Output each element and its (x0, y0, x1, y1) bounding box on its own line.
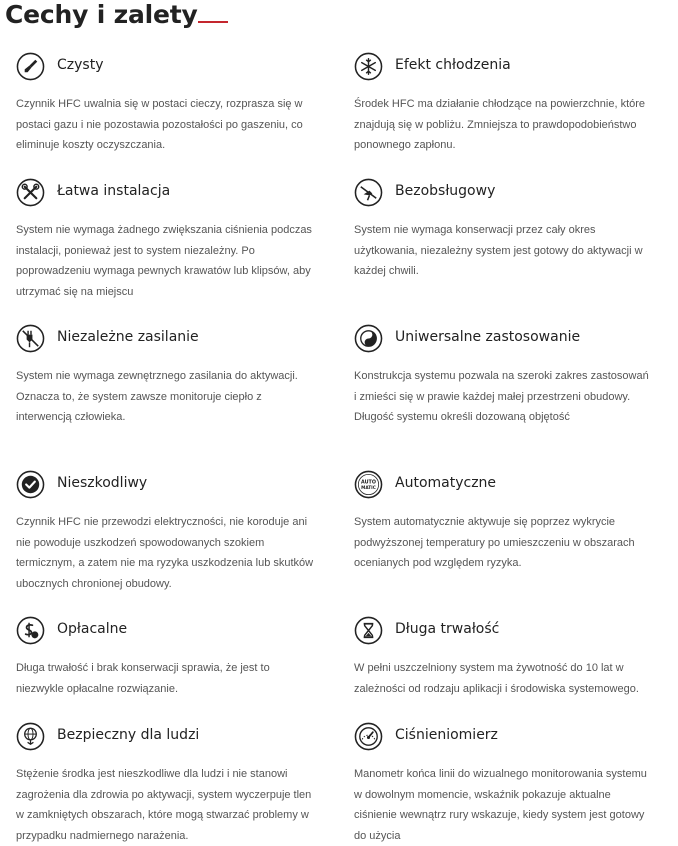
feature-description: Czynnik HFC uwalnia się w postaci cieczy, rozprasza się w postaci gazu i nie pozostawia pozostałości po gaszeniu, co eliminuje koszty oczyszczania. (16, 98, 303, 151)
snowflake-icon (354, 52, 383, 81)
feature-pressure-gauge (354, 722, 664, 846)
feature-universal-use (354, 324, 664, 428)
pressure-gauge-icon (354, 722, 383, 751)
feature-long-life (354, 616, 664, 699)
no-plug-icon (16, 324, 45, 353)
feature-cost-effective (16, 616, 326, 699)
feature-description: W pełni uszczelniony system ma żywotność do 10 lat w zależności od rodzaju aplikacji i środowiska systemowego. (354, 662, 639, 695)
feature-clean (16, 52, 326, 156)
feature-description: System automatycznie aktywuje się poprzez wykrycie podwyższonej temperatury po umieszczeniu w obszarach ocenianych pod względem ryzyka. (354, 516, 635, 569)
feature-title: Ciśnieniomierz (395, 727, 498, 743)
brush-icon (16, 52, 45, 81)
feature-description: Środek HFC ma działanie chłodzące na powierzchnie, które znajdują się w pobliżu. Zmniejsza to prawdopodobieństwo ponownego zapłonu. (354, 98, 646, 151)
feature-title: Efekt chłodzenia (395, 57, 511, 73)
feature-title: Długa trwałość (395, 621, 500, 637)
feature-title: Opłacalne (57, 621, 128, 637)
feature-title: Bezpieczny dla ludzi (57, 727, 200, 743)
feature-harmless (16, 470, 326, 594)
hourglass-icon (354, 616, 383, 645)
section-title: Cechy i zalety (5, 0, 198, 29)
feature-title: Łatwa instalacja (57, 183, 171, 199)
svg-text:AUTO: AUTO (361, 480, 376, 486)
feature-description: Długa trwałość i brak konserwacji sprawia, że jest to niezwykle opłacalne rozwiązanie. (16, 662, 270, 695)
feature-title: Czysty (57, 57, 104, 73)
money-icon (16, 616, 45, 645)
feature-title: Nieszkodliwy (57, 475, 148, 491)
title-underline (198, 21, 228, 23)
feature-cooling (354, 52, 664, 156)
yin-yang-icon (354, 324, 383, 353)
feature-title: Automatyczne (395, 475, 497, 491)
feature-automatic (354, 470, 664, 574)
svg-text:MATIC: MATIC (361, 485, 376, 491)
feature-description: System nie wymaga zewnętrznego zasilania do aktywacji. Oznacza to, że system zawsze monitoruje ciepło z interwencją człowieka. (16, 370, 298, 423)
feature-title: Bezobsługowy (395, 183, 496, 199)
feature-description: System nie wymaga żadnego zwiększania ciśnienia podczas instalacji, ponieważ jest to system niezależny. Po poprowadzeniu wymaga pewnych krawatów lub klipsów, aby utrzymać się na miejscu (16, 224, 312, 298)
feature-title: Niezależne zasilanie (57, 329, 199, 345)
feature-safe-for-people (16, 722, 326, 846)
automatic-icon (354, 470, 383, 499)
feature-maintenance-free (354, 178, 664, 282)
feature-title: Uniwersalne zastosowanie (395, 329, 581, 345)
feature-description: Manometr końca linii do wizualnego monitorowania systemu w dowolnym momencie, wskaźnik pokazuje aktualne ciśnienie wewnątrz rury wskazuje, kiedy system jest gotowy do użycia (354, 768, 647, 842)
tools-icon (16, 178, 45, 207)
globe-person-icon (16, 722, 45, 751)
feature-description: Konstrukcja systemu pozwala na szeroki zakres zastosowań i zmieści się w prawie każdej małej przestrzeni obudowy. Długość systemu określi dozowaną objętość (354, 370, 649, 423)
feature-description: Czynnik HFC nie przewodzi elektryczności, nie koroduje ani nie powoduje uszkodzeń spowodowanych szokiem termicznym, a zatem nie ma ryzyka uszkodzenia lub skutków ubocznych chronionej obudowy. (16, 516, 314, 590)
feature-description: System nie wymaga konserwacji przez cały okres użytkowania, niezależny system jest gotowy do aktywacji w każdej chwili. (354, 224, 643, 277)
feature-easy-installation (16, 178, 326, 302)
feature-description: Stężenie środka jest nieszkodliwe dla ludzi i nie stanowi zagrożenia dla zdrowia po aktywacji, system wyczerpuje tlen w zamkniętych obszarach, które mogą stwarzać problemy w przypadku nadmiernego narażenia. (16, 768, 312, 842)
no-maintenance-icon (354, 178, 383, 207)
feature-independent-power (16, 324, 326, 428)
check-badge-icon (16, 470, 45, 499)
